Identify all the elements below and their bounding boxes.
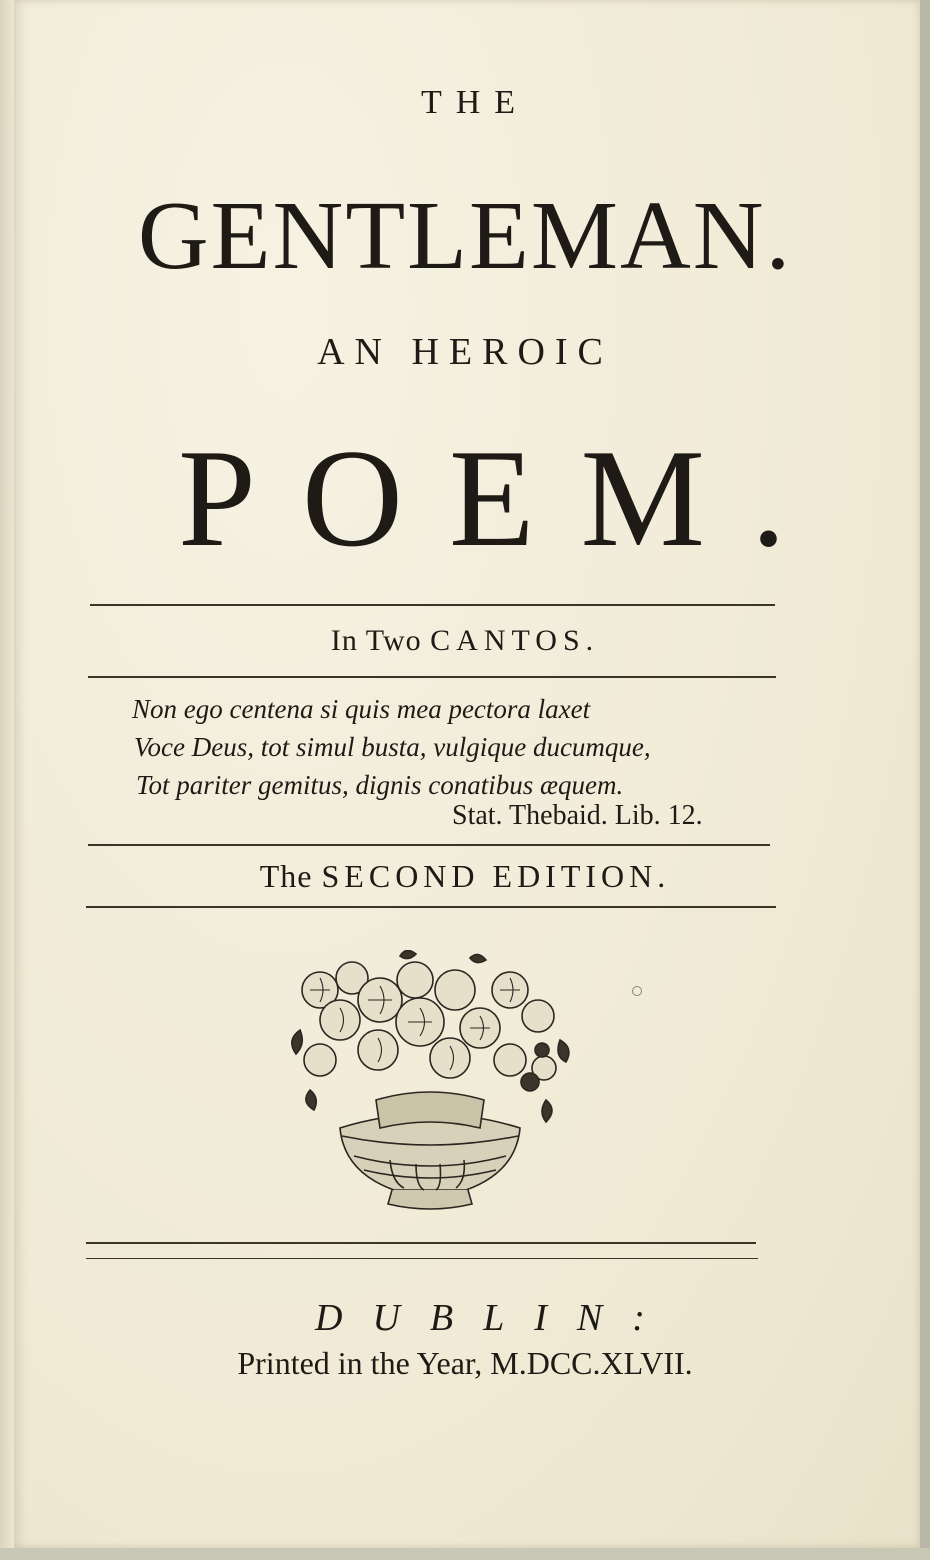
- cantos-prefix: In Two: [330, 624, 422, 657]
- flower-vase-ornament-icon: [280, 950, 580, 1220]
- motto-attribution: Stat. Thebaid. Lib. 12.: [452, 800, 703, 831]
- motto-line: Voce Deus, tot simul busta, vulgique ducumque,: [134, 732, 651, 762]
- edition-word: SECOND EDITION.: [321, 858, 671, 894]
- latin-motto: [132, 690, 772, 804]
- paper-blemish: [632, 986, 642, 996]
- place-of-printing: DUBLIN:: [315, 1297, 675, 1339]
- title-article: THE: [420, 84, 530, 121]
- rule-5: [86, 1242, 756, 1244]
- motto-line: Non ego centena si quis mea pectora laxet: [132, 694, 591, 724]
- edition-line: [0, 858, 930, 895]
- scan-bottom-edge: [0, 1548, 930, 1560]
- subtitle: AN HEROIC: [317, 331, 613, 373]
- rule-2: [88, 676, 776, 678]
- imprint-line: Printed in the Year, M.DCC.XLVII.: [237, 1345, 693, 1381]
- rule-4: [86, 906, 776, 908]
- rule-6: [86, 1258, 758, 1259]
- cantos-line: [0, 624, 930, 658]
- rule-1: [90, 604, 775, 606]
- motto-line: Tot pariter gemitus, dignis conatibus æquem.: [136, 770, 624, 800]
- cantos-word: CANTOS.: [430, 624, 600, 657]
- genre-title: POEM.: [178, 421, 832, 576]
- rule-3: [88, 844, 770, 846]
- edition-prefix: The: [259, 858, 313, 894]
- main-title: GENTLEMAN.: [137, 182, 793, 290]
